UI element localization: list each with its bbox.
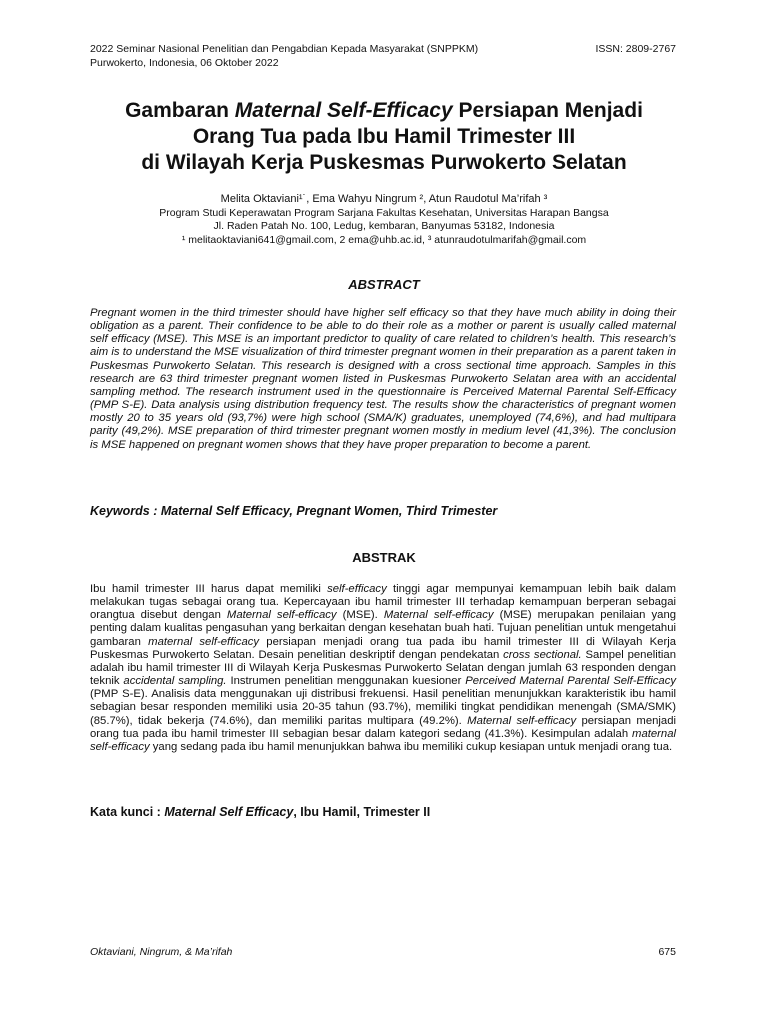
kata-kunci — [90, 805, 430, 819]
page-footer — [90, 946, 676, 958]
abstrak-segment: Maternal self-efficacy — [383, 609, 494, 622]
title-line3: di Wilayah Kerja Puskesmas Purwokerto Selatan — [141, 151, 627, 174]
abstrak-segment: Maternal self-efficacy — [467, 714, 577, 727]
abstrak-segment: Perceived Maternal Parental Self-Efficacy — [465, 675, 676, 688]
author-names: Melita Oktaviani¹˙, Ema Wahyu Ningrum ², Atun Raudotul Ma’rifah ³ — [220, 193, 548, 205]
abstract-body: Pregnant women in the third trimester should have higher self efficacy so that they have much ability in doing their obligation as a parent. Their confidence to be able to do their role as a mother or parent is usually called maternal self efficacy (MSE). This MSE is an important predictor to quality of care related to children’s health. This research’s aim is to understand the MSE visualization of third trimester pregnant women in their preparation as a parent taken in Puskesmas Purwokerto Selatan. This research is designed with a cross sectional time approach. Samples in this research are 63 third trimester pregnant women listed in Puskesmas Purwokerto Selatan area with an accidental sampling method. The research instrument used in the questionnaire is Perceived Maternal Parental Self-Efficacy (PMP S-E). Data analysis using distribution frequency test. The results show the characteristics of pregnant women mostly 20 to 35 years old (93,7%) were high school (SMA/K) graduates, unemployed (74,6%), and had multipara parity (49,2%). MSE preparation of third trimester pregnant women mostly in medium level (41,3%). The conclusion is MSE happened on pregnant women shows that they have proper preparation to become a parent. — [90, 307, 676, 451]
title-line1-post: Persiapan Menjadi — [452, 99, 643, 122]
kata-kunci-italic: Maternal Self Efficacy — [164, 805, 294, 819]
issn: ISSN: 2809-2767 — [595, 43, 676, 55]
abstract-heading: ABSTRACT — [348, 277, 420, 292]
abstrak-segment: self-efficacy — [327, 583, 387, 595]
author-block — [60, 193, 708, 247]
abstrak-segment: maternal self-efficacy — [148, 635, 260, 648]
kata-kunci-rest: , Ibu Hamil, Trimester II — [293, 805, 431, 819]
abstrak-segment: (MSE) merupakan penilaian yang penting dalam kualitas pengasuhan yang berkaitan dengan kesehatan buah hati. Tujuan penelitian untuk mengetahui gambaran — [90, 609, 677, 648]
author-emails: ¹ melitaoktaviani641@gmail.com, 2 ema@uhb.ac.id, ³ atunraudotulmarifah@gmail.com — [181, 233, 587, 246]
conference-name: 2022 Seminar Nasional Penelitian dan Pengabdian Kepada Masyarakat (SNPPKM) — [90, 43, 479, 55]
abstrak-segment: (PMP S-E). Analisis data menggunakan uji distribusi frekuensi. Hasil penelitian menunjukkan karakteristik ibu hamil sebagian besar responden memiliki usia 20-35 tahun (93.7%), memiliki tingkat pendidikan menengah (SMA/SMK) (85.7%), tidak bekerja (74.6%), dan memiliki paritas multipara (49.2%). — [90, 688, 676, 727]
title-line1-italic: Maternal Self-Efficacy — [234, 99, 453, 122]
conference-location-date: Purwokerto, Indonesia, 06 Oktober 2022 — [90, 57, 279, 69]
abstrak-segment: Maternal self-efficacy — [226, 609, 337, 622]
keywords: Keywords : Maternal Self Efficacy, Pregnant Women, Third Trimester — [90, 504, 498, 518]
kata-kunci-label: Kata kunci : — [90, 805, 165, 819]
abstrak-segment: Ibu hamil trimester III harus dapat memiliki — [90, 583, 328, 595]
abstrak-segment: (MSE). — [336, 609, 384, 622]
paper-title — [60, 98, 708, 176]
author-address: Jl. Raden Patah No. 100, Ledug, kembaran, Banyumas 53182, Indonesia — [213, 220, 555, 232]
author-affiliation: Program Studi Keperawatan Program Sarjana Fakultas Kesehatan, Universitas Harapan Bangsa — [159, 206, 609, 219]
abstrak-segment: Sampel penelitian adalah ibu hamil trimester III di Wilayah Kerja Puskesmas Purwokerto Selatan dengan jumlah 63 responden dengan teknik — [90, 648, 676, 688]
abstrak-segment: tinggi agar mempunyai kemampuan lebih baik dalam melakukan tugas sebagai orang tua. Kepercayaan ibu hamil trimester III terhadap kemampuan berperan sebagai orangtua disebut dengan — [90, 583, 676, 622]
abstrak-segment: persiapan menjadi orang tua pada ibu hamil trimester III sebagian besar dalam kategori sedang (41.3%). Kesimpulan adalah — [90, 714, 676, 740]
abstrak-body — [90, 583, 676, 754]
abstrak-segment: maternal self-efficacy — [90, 727, 676, 753]
abstrak-segment: cross sectional. — [503, 648, 582, 661]
page-number: 675 — [658, 946, 676, 958]
abstrak-segment: yang sedang pada ibu hamil menunjukkan bahwa ibu memiliki cukup kesiapan untuk menjadi orang tua. — [149, 740, 673, 753]
abstrak-heading: ABSTRAK — [352, 550, 416, 565]
footer-authors: Oktaviani, Ningrum, & Ma’rifah — [90, 946, 233, 958]
title-line2: Orang Tua pada Ibu Hamil Trimester III — [192, 125, 576, 148]
title-line1-pre: Gambaran — [125, 99, 235, 122]
abstrak-segment: persiapan menjadi orang tua pada ibu hamil trimester III di Wilayah Kerja Puskesmas Purwokerto Selatan. Desain penelitian deskriptif dengan pendekatan — [90, 635, 677, 661]
running-header — [90, 42, 676, 70]
abstrak-segment: accidental sampling. — [123, 675, 227, 688]
abstrak-segment: Instrumen penelitian menggunakan kuesioner — [226, 675, 466, 688]
